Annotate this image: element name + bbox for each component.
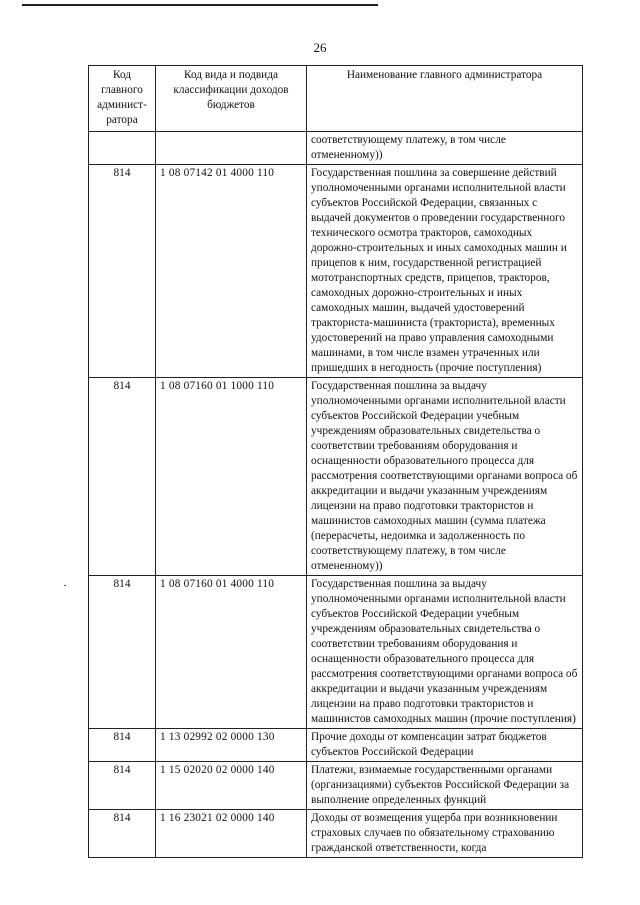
table-header-row: [89, 66, 583, 132]
table-row: [89, 165, 583, 378]
stray-mark: [64, 585, 66, 586]
table-row: [89, 810, 583, 858]
admin-code-cell: 814: [89, 810, 156, 858]
admin-code-cell: 814: [89, 165, 156, 378]
table-row: [89, 378, 583, 576]
admin-name-cell: Государственная пошлина за выдачу уполномоченными органами исполнительной власти субъектов Российской Федерации учебным учреждениям образовательных свидетельства о соответствии требованиям оборудования и оснащенности образовательного процесса для рассмотрения соответствующими органами вопроса об аккредитации и выдачи указанным учреждениям лицензии на право подготовки трактористов и машинистов самоходных машин (сумма платежа (перерасчеты, недоимка и задолженность по соответствующему платежу, в том числе отмененному)): [307, 378, 583, 576]
admin-name-cell: соответствующему платежу, в том числе отмененному)): [307, 132, 583, 165]
table-row: [89, 132, 583, 165]
classification-code-cell: 1 15 02020 02 0000 140: [156, 762, 307, 810]
page-number: 26: [313, 40, 327, 55]
header-admin-name: Наименование главного администратора: [307, 66, 583, 132]
revenue-administrators-table: [88, 65, 583, 858]
admin-name-cell: Прочие доходы от компенсации затрат бюджетов субъектов Российской Федерации: [307, 729, 583, 762]
header-classification-code: Код вида и подвида классификации доходов бюджетов: [156, 66, 307, 132]
top-rule: [22, 4, 378, 6]
classification-code-cell: 1 08 07142 01 4000 110: [156, 165, 307, 378]
table-row: [89, 729, 583, 762]
classification-code-cell: [156, 132, 307, 165]
admin-code-cell: 814: [89, 762, 156, 810]
admin-name-cell: Государственная пошлина за выдачу уполномоченными органами исполнительной власти субъектов Российской Федерации учебным учреждениям образовательных свидетельства о соответствии требованиям оборудования и оснащенности образовательного процесса для рассмотрения соответствующими органами вопроса об аккредитации и выдачи указанным учреждениям лицензии на право подготовки трактористов и машинистов самоходных машин (прочие поступления): [307, 576, 583, 729]
classification-code-cell: 1 08 07160 01 1000 110: [156, 378, 307, 576]
admin-name-cell: Платежи, взимаемые государственными органами (организациями) субъектов Российской Федерации за выполнение определенных функций: [307, 762, 583, 810]
classification-code-cell: 1 08 07160 01 4000 110: [156, 576, 307, 729]
header-admin-code: Код главного админист-ратора: [89, 66, 156, 132]
table-row: [89, 576, 583, 729]
classification-code-cell: 1 16 23021 02 0000 140: [156, 810, 307, 858]
admin-code-cell: [89, 132, 156, 165]
admin-code-cell: 814: [89, 576, 156, 729]
admin-code-cell: 814: [89, 729, 156, 762]
admin-code-cell: 814: [89, 378, 156, 576]
admin-name-cell: Государственная пошлина за совершение действий уполномоченными органами исполнительной власти субъектов Российской Федерации, связанных с выдачей документов о проведении государственного технического осмотра тракторов, самоходных дорожно-строительных и иных самоходных машин и прицепов к ним, государственной регистрацией мототранспортных средств, прицепов, тракторов, самоходных дорожно-строительных и иных самоходных машин, выдачей удостоверений тракториста-машиниста (тракториста), временных удостоверений на право управления самоходными машинами, в том числе взамен утраченных или пришедших в негодность (прочие поступления): [307, 165, 583, 378]
table-row: [89, 762, 583, 810]
classification-code-cell: 1 13 02992 02 0000 130: [156, 729, 307, 762]
admin-name-cell: Доходы от возмещения ущерба при возникновении страховых случаев по обязательному страхованию гражданской ответственности, когда: [307, 810, 583, 858]
